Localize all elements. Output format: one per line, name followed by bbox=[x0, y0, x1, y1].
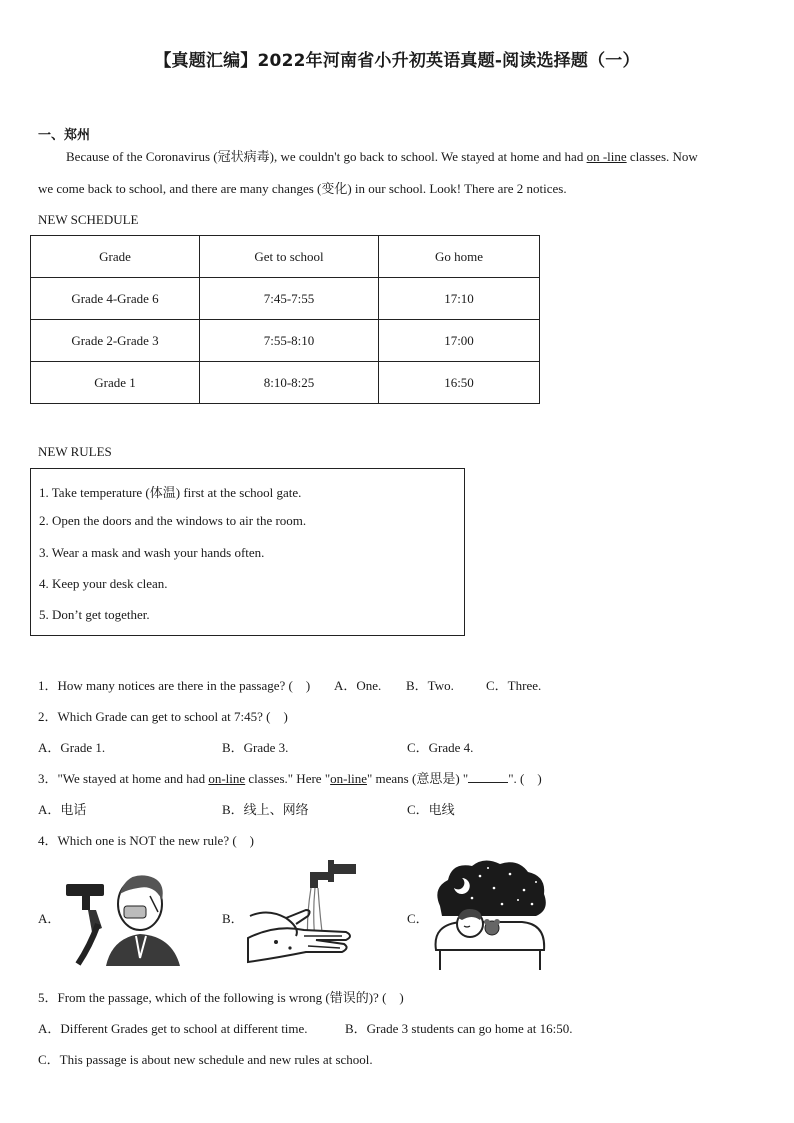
q3-text: 3．"We stayed at home and had bbox=[38, 771, 209, 786]
q5-option-b[interactable]: B．Grade 3 students can go home at 16:50. bbox=[345, 1021, 573, 1036]
question-2: 2．Which Grade can get to school at 7:45? ( ) bbox=[38, 709, 288, 724]
question-3 bbox=[38, 768, 542, 787]
table-cell: 17:00 bbox=[379, 320, 540, 362]
washing-hands-image[interactable] bbox=[246, 858, 362, 970]
rule-item: 5. Don’t get together. bbox=[39, 607, 150, 622]
q3-option-a[interactable]: A．电话 bbox=[38, 802, 87, 817]
question-5: 5．From the passage, which of the following is wrong (错误的)? ( ) bbox=[38, 990, 404, 1005]
table-cell: Grade 1 bbox=[31, 362, 200, 404]
schedule-table bbox=[30, 235, 540, 404]
rule-item: 1. Take temperature (体温) first at the school gate. bbox=[39, 485, 302, 500]
passage-text: classes. Now bbox=[626, 149, 698, 164]
table-cell: 8:10-8:25 bbox=[200, 362, 379, 404]
table-row bbox=[31, 362, 540, 404]
rule-item: 4. Keep your desk clean. bbox=[39, 576, 168, 591]
section-heading: 一、郑州 bbox=[38, 128, 91, 143]
header-cell: Get to school bbox=[200, 236, 379, 278]
rule-item: 3. Wear a mask and wash your hands often. bbox=[39, 545, 265, 560]
rules-box bbox=[30, 468, 465, 636]
q2-option-b[interactable]: B．Grade 3. bbox=[222, 740, 289, 755]
q1-option-b[interactable]: B．Two. bbox=[406, 678, 454, 693]
passage-line-1 bbox=[66, 148, 698, 166]
table-cell: 7:55-8:10 bbox=[200, 320, 379, 362]
table-cell: 16:50 bbox=[379, 362, 540, 404]
table-cell: 7:45-7:55 bbox=[200, 278, 379, 320]
table-cell: Grade 4-Grade 6 bbox=[31, 278, 200, 320]
q2-option-a[interactable]: A．Grade 1. bbox=[38, 740, 106, 755]
q1-option-a[interactable]: A．One. bbox=[334, 678, 382, 693]
q4-option-b[interactable]: B． bbox=[222, 911, 244, 926]
q4-option-c[interactable]: C． bbox=[407, 911, 429, 926]
temperature-check-image[interactable] bbox=[62, 866, 186, 966]
sleeping-child-image[interactable] bbox=[432, 858, 548, 974]
q3-underlined: on-line bbox=[330, 771, 367, 786]
q3-text: ". ( ) bbox=[508, 771, 542, 786]
question-1: 1．How many notices are there in the passage? ( ) bbox=[38, 678, 311, 693]
q5-option-c[interactable]: C．This passage is about new schedule and new rules at school. bbox=[38, 1052, 373, 1067]
question-4: 4．Which one is NOT the new rule? ( ) bbox=[38, 833, 255, 848]
q3-text: classes." Here " bbox=[245, 771, 331, 786]
passage-underlined: on -line bbox=[586, 149, 627, 164]
answer-blank[interactable] bbox=[468, 770, 508, 783]
schedule-label: NEW SCHEDULE bbox=[38, 212, 139, 227]
table-cell: 17:10 bbox=[379, 278, 540, 320]
q2-option-c[interactable]: C．Grade 4. bbox=[407, 740, 474, 755]
table-cell: Grade 2-Grade 3 bbox=[31, 320, 200, 362]
rules-label: NEW RULES bbox=[38, 444, 112, 459]
q1-option-c[interactable]: C．Three. bbox=[486, 678, 542, 693]
q3-option-c[interactable]: C．电线 bbox=[407, 802, 455, 817]
table-row bbox=[31, 320, 540, 362]
header-cell: Go home bbox=[379, 236, 540, 278]
passage-line-2: we come back to school, and there are many changes (变化) in our school. Look! There are 2 notices. bbox=[38, 181, 567, 196]
rule-item: 2. Open the doors and the windows to air the room. bbox=[39, 513, 307, 528]
passage-text: Because of the Coronavirus (冠状病毒), we couldn't go back to school. We stayed at home and had bbox=[66, 149, 587, 164]
q3-underlined: on-line bbox=[208, 771, 246, 786]
table-row bbox=[31, 278, 540, 320]
header-cell: Grade bbox=[31, 236, 200, 278]
q3-text: " means (意思是) " bbox=[366, 771, 469, 786]
page-title: 【真题汇编】2022年河南省小升初英语真题-阅读选择题（一） bbox=[154, 51, 640, 71]
table-header-row bbox=[31, 236, 540, 278]
q3-option-b[interactable]: B．线上、网络 bbox=[222, 802, 309, 817]
q5-option-a[interactable]: A．Different Grades get to school at different time. bbox=[38, 1021, 308, 1036]
q4-option-a[interactable]: A． bbox=[38, 911, 61, 926]
